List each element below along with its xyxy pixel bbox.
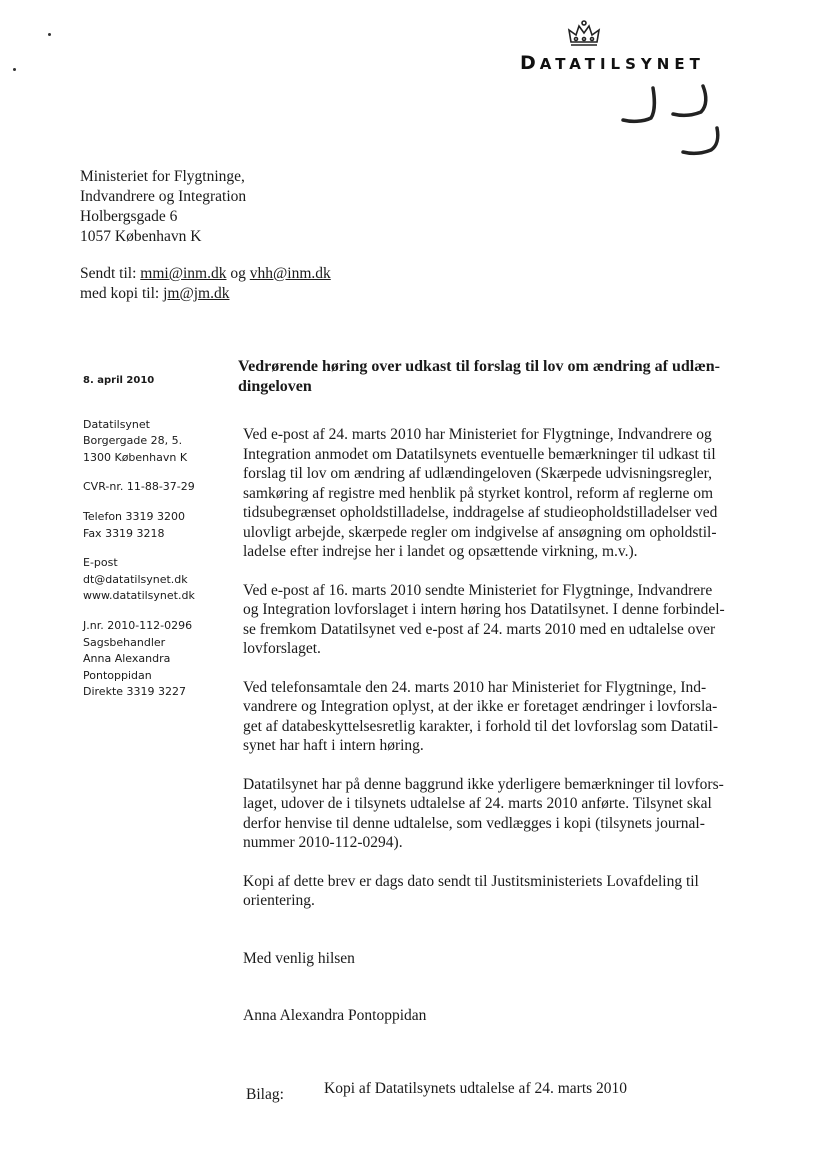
sent-to-block — [80, 264, 331, 304]
sidebar-line: 1300 København K — [83, 450, 188, 464]
address-line: Ministeriet for Flygtninge, — [80, 168, 245, 185]
body-paragraph — [243, 678, 753, 756]
body-paragraph — [243, 775, 753, 853]
body-line: forslag til lov om ændring af udlændingeloven (Skærpede udvisningsregler, — [243, 465, 713, 482]
sidebar-line: Borgergade 28, 5. — [83, 434, 183, 448]
body-line: Ved e-post af 24. marts 2010 har Ministeriet for Flygtninge, Indvandrere og — [243, 426, 712, 443]
organization-logo: DATATILSYNET — [520, 52, 705, 74]
body-line: laget, udover de i tilsynets udtalelse af 24. marts 2010 anførte. Tilsynet skal — [243, 795, 712, 812]
cc-label: med kopi til: — [80, 285, 160, 302]
sent-to-join: og — [230, 265, 246, 282]
body-line: samkøring af registre med henblik på styrket kontrol, reform af reglerne om — [243, 484, 714, 502]
subject-line: dingeloven — [238, 378, 312, 395]
body-line: tidsubegrænset opholdstilladelse, inddragelse af studieopholdstilladelser ved — [243, 504, 718, 521]
body-line: synet har haft i intern høring. — [243, 737, 424, 754]
body-line: nummer 2010-112-0294). — [243, 834, 403, 851]
body-line: ulovligt arbejde, skærpede regler om indgivelse af ansøgning om opholdstil- — [243, 523, 717, 541]
letter-subject — [238, 357, 758, 397]
email-link[interactable]: vhh@inm.dk — [249, 265, 331, 282]
body-line: se fremkom Datatilsynet ved e-post af 24. marts 2010 med en udtalelse over — [243, 620, 716, 638]
sidebar-line: E-post — [83, 556, 118, 570]
crown-icon — [567, 20, 601, 50]
email-info — [83, 555, 233, 605]
sidebar-line: Telefon 3319 3200 — [83, 509, 185, 523]
address-line: Indvandrere og Integration — [80, 188, 247, 205]
email-link[interactable]: jm@jm.dk — [163, 285, 230, 302]
closing-salutation: Med venlig hilsen — [243, 950, 355, 967]
body-line: get af databeskyttelsesretlig karakter, i forhold til det lovforslag som Datatil- — [243, 717, 718, 735]
scan-speck — [13, 68, 16, 71]
body-paragraph — [243, 872, 753, 911]
email-link[interactable]: mmi@inm.dk — [140, 265, 227, 282]
sender-info-sidebar — [83, 373, 233, 714]
sidebar-line: J.nr. 2010-112-0296 — [83, 618, 193, 632]
body-paragraph — [243, 425, 753, 562]
attachment-label: Bilag: — [246, 1086, 284, 1103]
case-info — [83, 618, 233, 701]
body-line: ladelse efter indrejse her i landet og opsættende virkning, m.v.). — [243, 543, 638, 560]
cvr-number: CVR-nr. 11-88-37-29 — [83, 480, 195, 494]
body-line: derfor henvise til denne udtalelse, som vedlægges i kopi (tilsynets journal- — [243, 814, 705, 832]
body-line: og Integration lovforslaget i intern høring hos Datatilsynet. I denne forbindel- — [243, 601, 725, 618]
sidebar-line: Fax 3319 3218 — [83, 526, 165, 540]
body-line: Datatilsynet har på denne baggrund ikke yderligere bemærkninger til lovfors- — [243, 775, 724, 793]
body-line: orientering. — [243, 892, 315, 909]
recipient-address — [80, 167, 246, 247]
address-line: Holbergsgade 6 — [80, 208, 178, 225]
letter-date: 8. april 2010 — [83, 375, 155, 386]
sidebar-email-link[interactable]: dt@datatilsynet.dk — [83, 572, 188, 586]
sender-address — [83, 417, 233, 467]
sidebar-line: Sagsbehandler — [83, 635, 166, 649]
body-line: Ved telefonsamtale den 24. marts 2010 har Ministeriet for Flygtninge, Ind- — [243, 678, 707, 696]
subject-line: Vedrørende høring over udkast til forslag til lov om ændring af udlæn- — [238, 358, 720, 375]
sidebar-line: Datatilsynet — [83, 417, 150, 431]
body-line: Ved e-post af 16. marts 2010 sendte Ministeriet for Flygtninge, Indvandrere — [243, 581, 713, 599]
phone-info — [83, 509, 233, 542]
letter-body — [243, 425, 753, 930]
sidebar-web-link[interactable]: www.datatilsynet.dk — [83, 589, 195, 603]
sidebar-line: Anna Alexandra — [83, 652, 171, 666]
scan-speck — [48, 33, 51, 36]
body-paragraph — [243, 581, 753, 659]
body-line: Integration anmodet om Datatilsynets eventuelle bemærkninger til udkast til — [243, 445, 716, 463]
body-line: lovforslaget. — [243, 640, 321, 657]
sent-to-label: Sendt til: — [80, 265, 137, 282]
address-line: 1057 København K — [80, 228, 202, 245]
sidebar-line: Direkte 3319 3227 — [83, 685, 187, 699]
signer-name: Anna Alexandra Pontoppidan — [243, 1007, 427, 1024]
body-line: Kopi af dette brev er dags dato sendt til Justitsministeriets Lovafdeling til — [243, 872, 699, 890]
handwritten-marks — [615, 82, 735, 162]
attachment-text: Kopi af Datatilsynets udtalelse af 24. marts 2010 — [324, 1080, 628, 1097]
body-line: vandrere og Integration oplyst, at der ikke er foretaget ændringer i lovforsla- — [243, 698, 718, 715]
sidebar-line: Pontoppidan — [83, 668, 152, 682]
